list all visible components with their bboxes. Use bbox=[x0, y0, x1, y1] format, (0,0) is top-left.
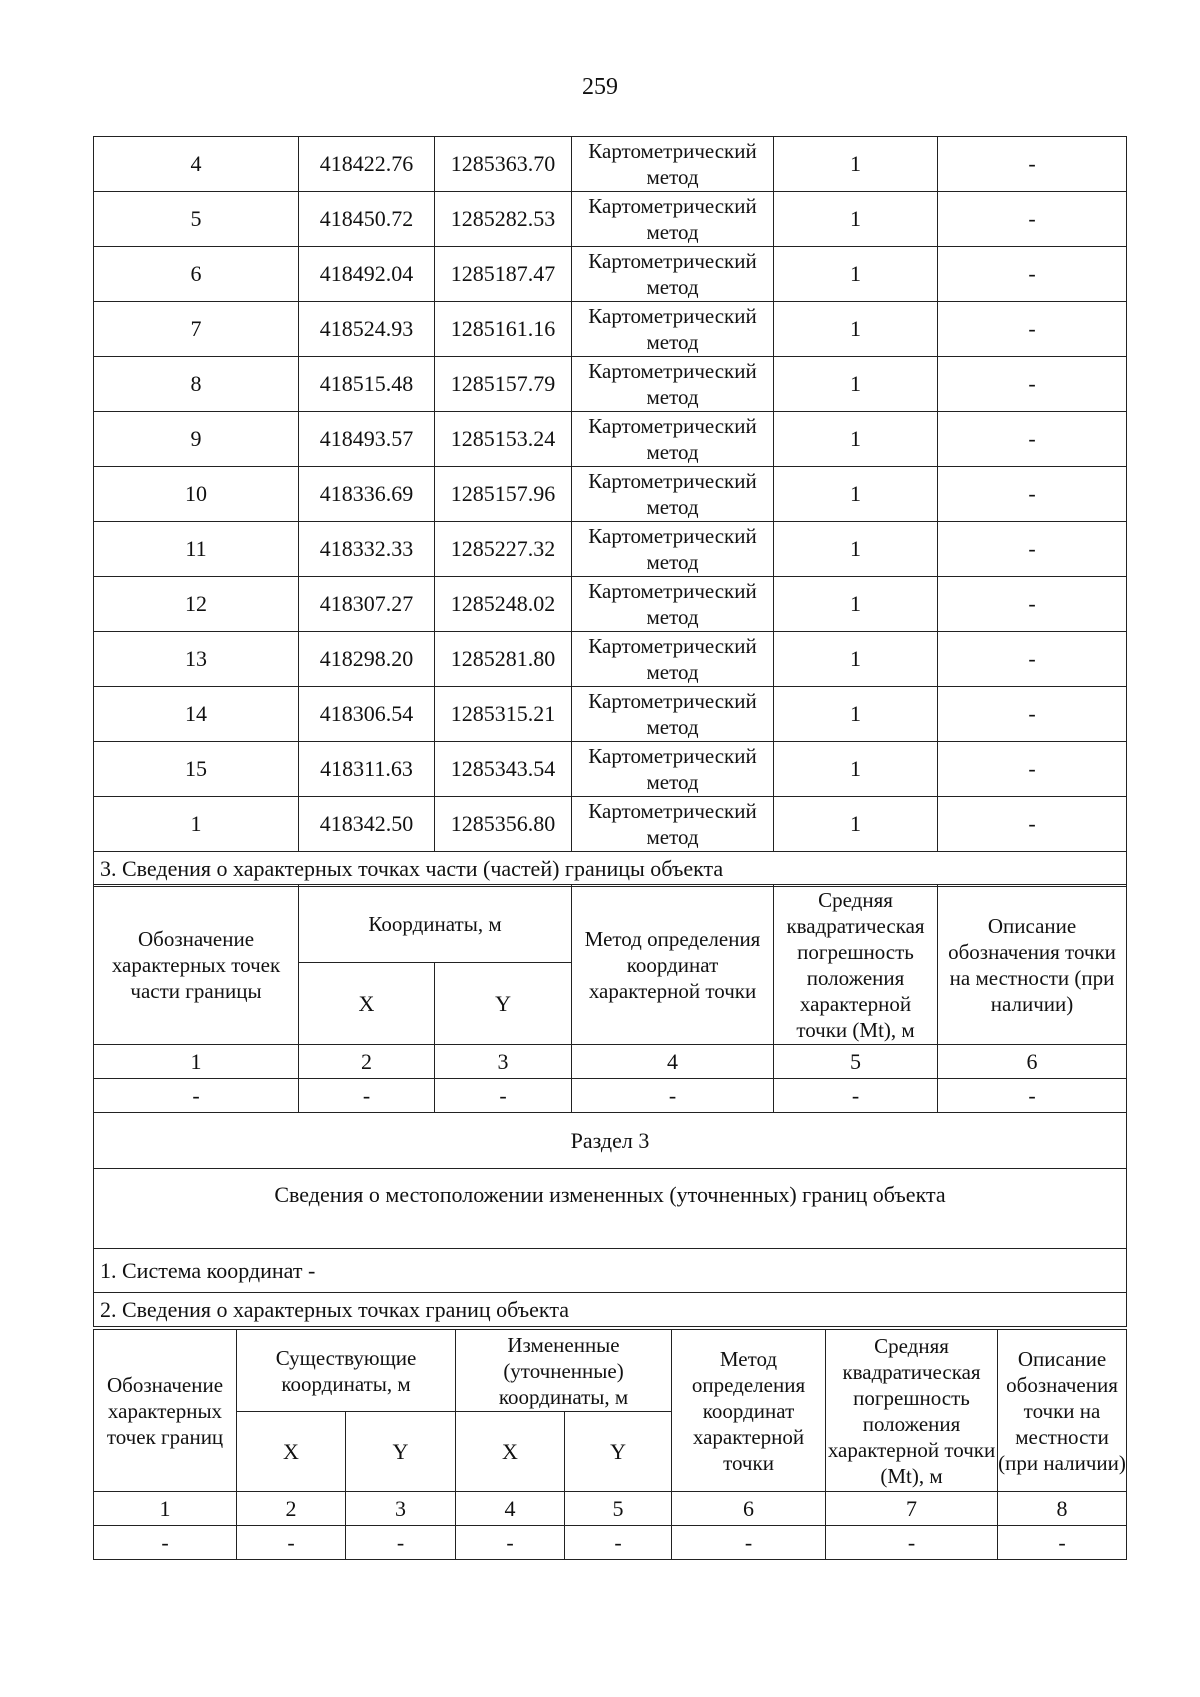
col-num: 4 bbox=[572, 1045, 774, 1079]
points-table bbox=[93, 136, 1127, 887]
col-num: 4 bbox=[456, 1492, 565, 1526]
col-num: 2 bbox=[237, 1492, 346, 1526]
mt-value: 1 bbox=[774, 797, 938, 852]
coord-y: 1285153.24 bbox=[435, 412, 572, 467]
coord-x: 418306.54 bbox=[299, 687, 435, 742]
empty-cell: - bbox=[346, 1526, 456, 1560]
description: - bbox=[938, 797, 1127, 852]
point-number: 8 bbox=[94, 357, 299, 412]
point-number: 12 bbox=[94, 577, 299, 632]
point-number: 15 bbox=[94, 742, 299, 797]
header-coords: Координаты, м bbox=[299, 885, 572, 963]
coord-x: 418493.57 bbox=[299, 412, 435, 467]
method: Картометрический метод bbox=[572, 357, 774, 412]
page-number: 259 bbox=[582, 74, 618, 100]
col-num: 6 bbox=[938, 1045, 1127, 1079]
coord-x: 418336.69 bbox=[299, 467, 435, 522]
mt-value: 1 bbox=[774, 137, 938, 192]
mt-value: 1 bbox=[774, 412, 938, 467]
description: - bbox=[938, 412, 1127, 467]
table-row bbox=[94, 302, 1127, 357]
header-x: X bbox=[456, 1412, 565, 1492]
empty-cell: - bbox=[94, 1079, 299, 1113]
mt-value: 1 bbox=[774, 522, 938, 577]
coord-x: 418311.63 bbox=[299, 742, 435, 797]
method: Картометрический метод bbox=[572, 192, 774, 247]
table-row bbox=[94, 687, 1127, 742]
header-y: Y bbox=[346, 1412, 456, 1492]
coord-y: 1285356.80 bbox=[435, 797, 572, 852]
section-title: Сведения о местоположении измененных (уточненных) границ объекта bbox=[94, 1169, 1127, 1249]
mt-value: 1 bbox=[774, 687, 938, 742]
table-row bbox=[94, 632, 1127, 687]
header-description: Описание обозначения точки на местности (при наличии) bbox=[998, 1330, 1127, 1492]
coord-y: 1285187.47 bbox=[435, 247, 572, 302]
mt-value: 1 bbox=[774, 742, 938, 797]
method: Картометрический метод bbox=[572, 577, 774, 632]
header-x: X bbox=[299, 963, 435, 1045]
method: Картометрический метод bbox=[572, 742, 774, 797]
empty-cell: - bbox=[672, 1526, 826, 1560]
empty-cell: - bbox=[435, 1079, 572, 1113]
table-row bbox=[94, 577, 1127, 632]
coord-y: 1285161.16 bbox=[435, 302, 572, 357]
method: Картометрический метод bbox=[572, 137, 774, 192]
empty-cell: - bbox=[938, 1079, 1127, 1113]
table-row bbox=[94, 412, 1127, 467]
coord-x: 418524.93 bbox=[299, 302, 435, 357]
method: Картометрический метод bbox=[572, 467, 774, 522]
header-designation: Обозначение характерных точек границ bbox=[94, 1330, 237, 1492]
coord-y: 1285281.80 bbox=[435, 632, 572, 687]
changed-points-table bbox=[93, 1329, 1127, 1560]
col-num: 3 bbox=[435, 1045, 572, 1079]
coord-x: 418515.48 bbox=[299, 357, 435, 412]
empty-cell: - bbox=[572, 1079, 774, 1113]
coord-x: 418492.04 bbox=[299, 247, 435, 302]
coord-y: 1285248.02 bbox=[435, 577, 572, 632]
table-row bbox=[94, 797, 1127, 852]
empty-cell: - bbox=[826, 1526, 998, 1560]
description: - bbox=[938, 302, 1127, 357]
coord-y: 1285227.32 bbox=[435, 522, 572, 577]
point-number: 7 bbox=[94, 302, 299, 357]
header-changed-coords: Измененные (уточненные) координаты, м bbox=[456, 1330, 672, 1412]
description: - bbox=[938, 632, 1127, 687]
empty-cell: - bbox=[299, 1079, 435, 1113]
col-num: 5 bbox=[565, 1492, 672, 1526]
empty-cell: - bbox=[94, 1526, 237, 1560]
header-method: Метод определения координат характерной точки bbox=[672, 1330, 826, 1492]
coord-x: 418298.20 bbox=[299, 632, 435, 687]
coord-y: 1285157.96 bbox=[435, 467, 572, 522]
col-num: 5 bbox=[774, 1045, 938, 1079]
table-row bbox=[94, 192, 1127, 247]
section-label: Раздел 3 bbox=[94, 1113, 1127, 1169]
coord-x: 418342.50 bbox=[299, 797, 435, 852]
coord-x: 418450.72 bbox=[299, 192, 435, 247]
table-row bbox=[94, 137, 1127, 192]
mt-value: 1 bbox=[774, 302, 938, 357]
coord-y: 1285282.53 bbox=[435, 192, 572, 247]
header-existing-coords: Существующие координаты, м bbox=[237, 1330, 456, 1412]
method: Картометрический метод bbox=[572, 797, 774, 852]
col-num: 3 bbox=[346, 1492, 456, 1526]
method: Картометрический метод bbox=[572, 412, 774, 467]
empty-cell: - bbox=[237, 1526, 346, 1560]
col-num: 1 bbox=[94, 1045, 299, 1079]
point-number: 5 bbox=[94, 192, 299, 247]
coord-x: 418422.76 bbox=[299, 137, 435, 192]
point-number: 4 bbox=[94, 137, 299, 192]
point-number: 6 bbox=[94, 247, 299, 302]
mt-value: 1 bbox=[774, 467, 938, 522]
coord-y: 1285363.70 bbox=[435, 137, 572, 192]
empty-cell: - bbox=[774, 1079, 938, 1113]
header-method: Метод определения координат характерной точки bbox=[572, 885, 774, 1045]
header-mt: Средняя квадратическая погрешность положения характерной точки (Mt), м bbox=[774, 885, 938, 1045]
description: - bbox=[938, 192, 1127, 247]
mt-value: 1 bbox=[774, 632, 938, 687]
table-row bbox=[94, 522, 1127, 577]
description: - bbox=[938, 522, 1127, 577]
header-y: Y bbox=[565, 1412, 672, 1492]
point-number: 14 bbox=[94, 687, 299, 742]
method: Картометрический метод bbox=[572, 247, 774, 302]
point-number: 10 bbox=[94, 467, 299, 522]
table-row bbox=[94, 247, 1127, 302]
header-description: Описание обозначения точки на местности (при наличии) bbox=[938, 885, 1127, 1045]
table-row bbox=[94, 742, 1127, 797]
empty-cell: - bbox=[456, 1526, 565, 1560]
description: - bbox=[938, 467, 1127, 522]
section3-title: 3. Сведения о характерных точках части (частей) границы объекта bbox=[94, 852, 1127, 887]
header-designation: Обозначение характерных точек части границы bbox=[94, 885, 299, 1045]
empty-cell: - bbox=[998, 1526, 1127, 1560]
mt-value: 1 bbox=[774, 357, 938, 412]
description: - bbox=[938, 357, 1127, 412]
coord-system: 1. Система координат - bbox=[94, 1249, 1127, 1293]
points-title: 2. Сведения о характерных точках границ объекта bbox=[94, 1293, 1127, 1327]
description: - bbox=[938, 137, 1127, 192]
coord-x: 418307.27 bbox=[299, 577, 435, 632]
header-mt: Средняя квадратическая погрешность положения характерной точки (Mt), м bbox=[826, 1330, 998, 1492]
coord-y: 1285157.79 bbox=[435, 357, 572, 412]
header-y: Y bbox=[435, 963, 572, 1045]
method: Картометрический метод bbox=[572, 632, 774, 687]
point-number: 11 bbox=[94, 522, 299, 577]
coord-y: 1285343.54 bbox=[435, 742, 572, 797]
col-num: 2 bbox=[299, 1045, 435, 1079]
col-num: 7 bbox=[826, 1492, 998, 1526]
empty-cell: - bbox=[565, 1526, 672, 1560]
coord-y: 1285315.21 bbox=[435, 687, 572, 742]
mt-value: 1 bbox=[774, 577, 938, 632]
coord-x: 418332.33 bbox=[299, 522, 435, 577]
method: Картометрический метод bbox=[572, 522, 774, 577]
col-num: 6 bbox=[672, 1492, 826, 1526]
point-number: 1 bbox=[94, 797, 299, 852]
description: - bbox=[938, 742, 1127, 797]
description: - bbox=[938, 687, 1127, 742]
col-num: 1 bbox=[94, 1492, 237, 1526]
mt-value: 1 bbox=[774, 192, 938, 247]
col-num: 8 bbox=[998, 1492, 1127, 1526]
description: - bbox=[938, 247, 1127, 302]
table-row bbox=[94, 467, 1127, 522]
point-number: 13 bbox=[94, 632, 299, 687]
table-row bbox=[94, 357, 1127, 412]
method: Картометрический метод bbox=[572, 302, 774, 357]
part-points-table bbox=[93, 884, 1127, 1327]
point-number: 9 bbox=[94, 412, 299, 467]
description: - bbox=[938, 577, 1127, 632]
header-x: X bbox=[237, 1412, 346, 1492]
method: Картометрический метод bbox=[572, 687, 774, 742]
mt-value: 1 bbox=[774, 247, 938, 302]
